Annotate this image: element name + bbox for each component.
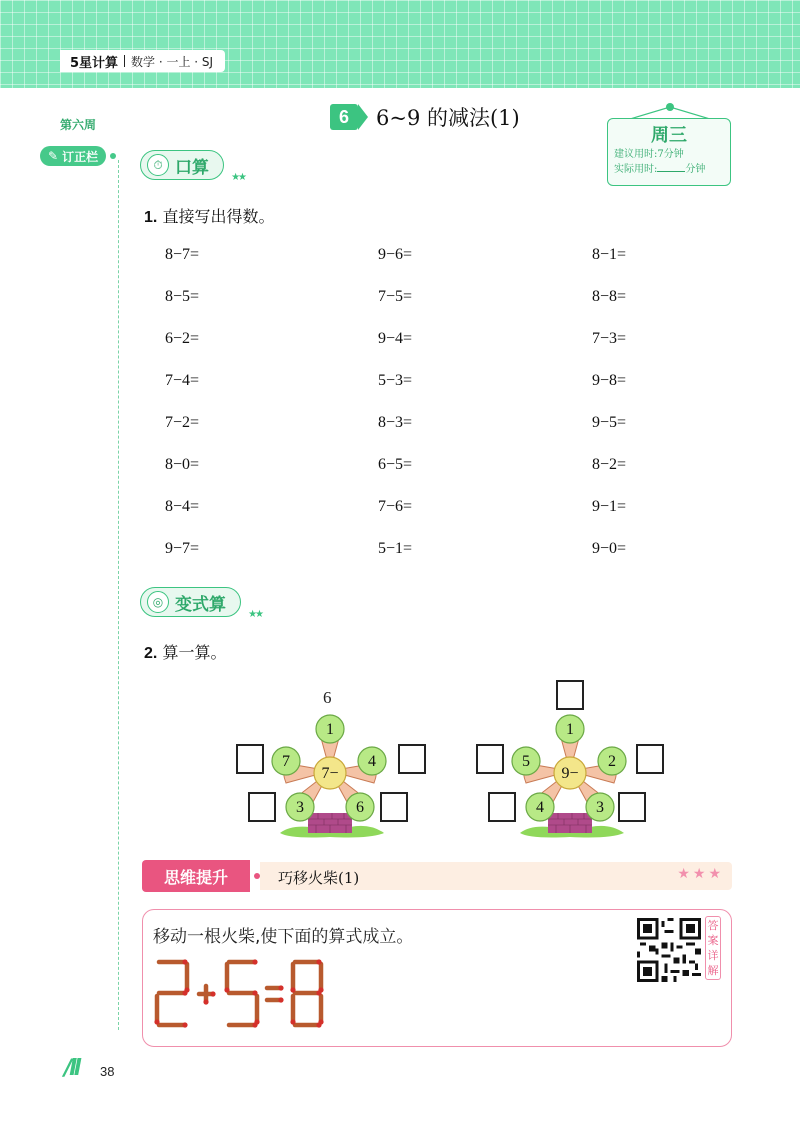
equation-item: 9−5= [592,414,627,431]
wheel2-petal-value: 5 [522,753,530,770]
equation-item: 8−5= [165,288,200,305]
correction-label-text: 订正栏 [62,149,99,164]
wheel2-center-value: 9− [561,765,579,782]
page-number: 38 [100,1064,115,1079]
pencil-icon: ✎ [48,149,59,163]
equation-item: 9−7= [165,540,200,557]
equation-item: 8−0= [165,456,200,473]
equation-item: 7−2= [165,414,200,431]
section-variant-calc-label: 变式算 [175,594,226,615]
question-2-number: 2. [144,645,158,662]
wheel2-petal-value: 1 [566,721,574,738]
question-2-text: 算一算。 [162,643,227,662]
section-variant-calc [140,587,262,620]
answer-detail-char: 答 [707,919,719,932]
week-label: 第六周 [60,118,97,132]
equation-item: 9−6= [378,246,413,263]
actual-time-blank[interactable] [657,162,685,172]
lesson-arrow-icon [358,104,368,130]
lesson-number: 6 [330,104,358,130]
actual-time-suffix: 分钟 [685,164,706,175]
equation-item: 9−0= [592,540,627,557]
question-1-title [144,204,274,227]
question-2-title [144,640,226,663]
actual-time-prefix: 实际用时: [614,164,658,175]
wheel2-answer-box-right[interactable] [636,744,664,774]
wheel1-diagram [260,705,400,840]
equation-item: 7−5= [378,288,413,305]
wheel1-petal-value: 1 [326,721,334,738]
equation-item: 8−2= [592,456,627,473]
equation-item: 8−3= [378,414,413,431]
book-brand: 5星计算 [70,55,119,71]
wheel1-answer-box-bottom-left[interactable] [248,792,276,822]
equation-item: 7−4= [165,372,200,389]
qr-code-icon[interactable] [637,918,701,982]
equation-item: 9−8= [592,372,627,389]
answer-detail-label [705,916,721,980]
lesson-title-text: 6~9 的减法(1) [376,106,520,130]
equation-item: 9−1= [592,498,627,515]
target-icon: ◎ [147,591,169,613]
equation-item: 8−1= [592,246,627,263]
equation-item: 7−6= [378,498,413,515]
tab-separator [124,55,125,67]
wheel1-petal-value: 4 [368,753,376,770]
wheel1-answer-box-right[interactable] [398,744,426,774]
book-subject: 数学 · 一上 · SJ [131,54,214,69]
matchstick-equation [149,956,329,1032]
day-name: 周三 [651,125,687,146]
wheel2-answer-box-left[interactable] [476,744,504,774]
puzzle-instruction: 移动一根火柴,使下面的算式成立。 [153,927,414,947]
equation-item: 8−4= [165,498,200,515]
header-band [0,0,800,88]
answer-detail-char: 解 [707,964,719,977]
equation-item: 8−8= [592,288,627,305]
equation-item: 6−2= [165,330,200,347]
footer-logo-icon: /ll [64,1056,79,1081]
wheel2-answer-box-bottom-right[interactable] [618,792,646,822]
correction-column-label [40,146,106,166]
actual-time [608,162,730,177]
think-bar [142,860,732,892]
section-oral-calc-label: 口算 [175,157,209,178]
wheel1-answer-box-bottom-right[interactable] [380,792,408,822]
think-label: 思维提升 [142,860,250,892]
lesson-title [330,102,520,132]
wheel2-petal-value: 2 [608,753,616,770]
question-1-text: 直接写出得数。 [162,207,275,226]
wheel2-answer-box-bottom-left[interactable] [488,792,516,822]
correction-divider [118,160,119,1030]
wheel1-center-value: 7− [321,765,339,782]
answer-detail-char: 案 [707,934,719,947]
wheel2-petal-value: 4 [536,799,544,816]
pin-icon [666,103,674,111]
wheel1-top-label: 6 [323,688,332,707]
stars-icon: ★★ [231,172,245,183]
wheel1-petal-value: 3 [296,799,304,816]
stopwatch-icon: ⏱ [147,154,169,176]
wheel1-petal-value: 7 [282,753,290,770]
equation-item: 9−4= [378,330,413,347]
question-1-number: 1. [144,209,158,226]
suggested-time: 建议用时:7分钟 [614,149,684,160]
equation-item: 6−5= [378,456,413,473]
puzzle-box [142,909,732,1047]
equation-item: 5−1= [378,540,413,557]
think-subtitle: 巧移火柴(1) [278,869,360,887]
equation-item: 7−3= [592,330,627,347]
book-tab [60,50,225,72]
wheel1-answer-box-left[interactable] [236,744,264,774]
answer-detail-char: 详 [707,949,719,962]
section-oral-calc [140,150,245,183]
day-card [607,118,731,186]
stars-icon: ★★ [248,609,262,620]
wheel1-petal-value: 6 [356,799,364,816]
difficulty-stars-icon: ★★★ [677,866,724,882]
wheel2-petal-value: 3 [596,799,604,816]
equation-item: 5−3= [378,372,413,389]
equation-item: 8−7= [165,246,200,263]
